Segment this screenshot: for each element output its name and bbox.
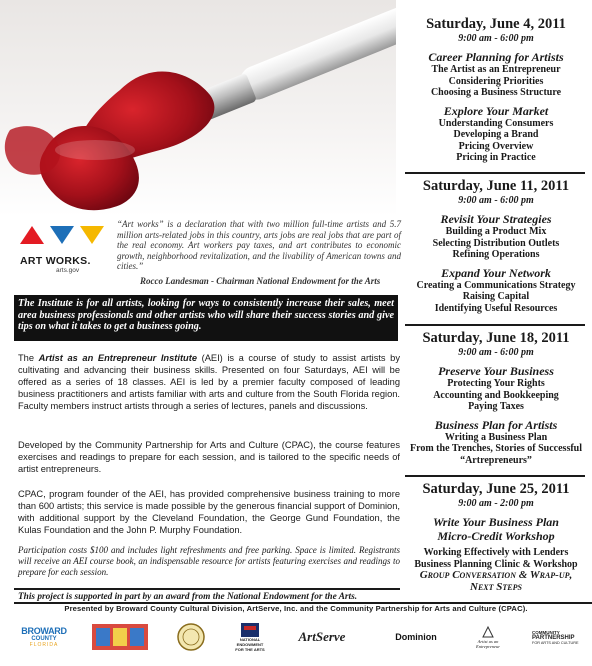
cpac-wordmark-3: FOR ARTS AND CULTURE [532, 640, 579, 645]
broward-county-logo [12, 620, 76, 654]
closing-item: Next Steps [470, 580, 522, 593]
section-item: Pricing in Practice [456, 152, 536, 163]
section-title: Business Plan for Artists [434, 417, 558, 432]
nea-wordmark-2: ENDOWMENT [236, 641, 264, 647]
section-item: The Artist as an Entrepreneur [431, 64, 561, 75]
cultural-division-logo [92, 620, 148, 654]
cpac-wordmark-2: PARTNERSHIP [532, 634, 575, 641]
participation-note: Participation costs $100 and includes light refreshments and free parking. Space is limited. Registrants will receive an AEI course book, an indispensable resource for artists featuring exercises and readings to prepare for each session. [18, 545, 400, 578]
section-item: Choosing a Business Structure [430, 87, 562, 98]
intro-paragraph [18, 352, 400, 412]
intro-lead: The [18, 353, 39, 363]
section-item: Raising Capital [462, 291, 530, 302]
seal-icon [176, 622, 206, 652]
session-time: 9:00 am - 2:00 pm [458, 498, 534, 509]
session-time: 9:00 am - 6:00 pm [458, 195, 534, 206]
aei-emblem-icon [481, 625, 495, 639]
section-item: Paying Taxes [468, 401, 524, 412]
section-item: Protecting Your Rights [447, 378, 545, 389]
session-time: 9:00 am - 6:00 pm [458, 33, 534, 44]
cpac-wordmark-1: COMMUNITY [532, 629, 560, 635]
quote-attribution: Rocco Landesman - Chairman National Endowment for the Arts [140, 276, 381, 286]
intro-body: (AEI) is a course of study to assist artists by cultivating and advancing their business skills. Presented on four Saturdays, AEI will be offered as a series of 18 classes. AEI is led by a premier faculty composed of leading business practitioners and artists familiar with arts and culture from the South Florida region. Faculty members instruct artists through a series of lectures, panels and discussions. [18, 353, 400, 412]
artserve-logo [286, 620, 358, 654]
broward-wordmark: BROWARD [21, 626, 67, 636]
section-title: Revisit Your Strategies [440, 212, 552, 226]
aei-logo [466, 620, 510, 654]
seal-logo [172, 620, 210, 654]
session-date: Saturday, June 25, 2011 [422, 481, 570, 497]
presented-by-line: Presented by Broward County Cultural Division, ArtServe, Inc. and the Community Partnership for Arts and Culture (CPAC). [64, 604, 528, 613]
section-title: Micro-Credit Workshop [437, 529, 555, 543]
hero-paintbrush-image [0, 0, 396, 216]
section-title: Write Your Business Plan [433, 515, 559, 529]
section-item: Developing a Brand [453, 129, 539, 140]
section-item: Identifying Useful Resources [434, 302, 558, 314]
blue-triangle-icon [50, 226, 74, 244]
broward-state-wordmark: FLORIDA [29, 642, 59, 648]
artserve-wordmark: ArtServe [298, 629, 346, 644]
session-june-11 [400, 178, 592, 314]
session-june-18 [400, 330, 592, 466]
red-triangle-icon [20, 226, 44, 244]
schedule-divider [405, 172, 585, 174]
funding-paragraph: CPAC, program founder of the AEI, has provided comprehensive business training to more than 600 artists; this service is made possible by the generous financial support of Dominion, with additional support by the Cleveland Foundation, the George Gund Foundation, the Kulas Foundation and the John P. Murphy Foundation. [18, 489, 400, 536]
section-item: From the Trenches, Stories of Successful [409, 443, 583, 454]
paintbrush-illustration [0, 0, 396, 216]
section-item: Writing a Business Plan [444, 431, 548, 443]
section-item: Refining Operations [452, 249, 540, 260]
section-title: Explore Your Market [443, 103, 549, 118]
cpac-logo [532, 620, 586, 654]
nea-logo [230, 620, 270, 654]
closing-item: Group Conversation & Wrap-up, [419, 569, 573, 581]
section-item: Understanding Consumers [438, 117, 554, 129]
nea-wordmark-1: NATIONAL [239, 636, 261, 642]
section-item: “Artrepreneurs” [460, 454, 532, 466]
institute-banner: The Institute is for all artists, looking for ways to consistently increase their sales, meet area business professionals and other artists who will share their success stories and give tips on what it takes to get a business going. [14, 295, 398, 341]
schedule-divider [405, 475, 585, 477]
art-works-triangles-icon [16, 222, 112, 256]
session-date: Saturday, June 11, 2011 [422, 178, 570, 194]
session-date: Saturday, June 4, 2011 [426, 16, 566, 32]
dominion-logo [388, 620, 444, 654]
nea-emblem-icon [241, 623, 259, 637]
section-title: Expand Your Network [441, 265, 551, 280]
section-item: Accounting and Bookkeeping [433, 389, 559, 401]
section-item: Creating a Communications Strategy [416, 279, 576, 291]
session-june-25 [400, 481, 592, 593]
nea-support-line: This project is supported in part by an award from the National Endowment for the Arts. [18, 592, 358, 602]
broward-county-wordmark: COUNTY [31, 636, 57, 642]
section-item: Pricing Overview [458, 140, 534, 152]
nea-wordmark-3: FOR THE ARTS [235, 646, 265, 652]
section-item: Building a Product Mix [445, 226, 547, 237]
session-date: Saturday, June 18, 2011 [422, 330, 570, 346]
program-name: Artist as an Entrepreneur Institute [38, 353, 197, 363]
section-item: Working Effectively with Lenders [423, 547, 569, 558]
dominion-wordmark: Dominion [395, 632, 437, 642]
cultural-division-graphic-icon [92, 624, 148, 650]
support-divider [14, 588, 400, 590]
sponsor-logos [0, 614, 592, 666]
art-works-url: arts.gov [56, 267, 80, 274]
section-item: Business Planning Clinic & Workshop [414, 558, 578, 570]
aei-wordmark: Artist as an Entrepreneur [476, 639, 500, 649]
cpac-paragraph: Developed by the Community Partnership for Arts and Culture (CPAC), the course features exercises and readings to prepare for each session, and is tailored to the specific needs of artist entrepreneurs. [18, 440, 400, 475]
session-time: 9:00 am - 6:00 pm [458, 347, 534, 358]
nea-quote: “Art works” is a declaration that with two million full-time artists and 5.7 million arts-related jobs in this country, arts jobs are real jobs that are part of the real economy. Art workers pay taxes, and art contributes to economic growth, neighborhood revitalization, and the livability of American towns and cities.” [117, 219, 401, 272]
section-title: Career Planning for Artists [428, 50, 564, 64]
section-item: Selecting Distribution Outlets [432, 237, 560, 249]
session-june-4 [400, 16, 592, 164]
section-title: Preserve Your Business [438, 364, 554, 378]
schedule-divider [405, 324, 585, 326]
art-works-title: ART WORKS. [20, 255, 91, 267]
yellow-triangle-icon [80, 226, 104, 244]
section-item: Considering Priorities [448, 75, 544, 87]
